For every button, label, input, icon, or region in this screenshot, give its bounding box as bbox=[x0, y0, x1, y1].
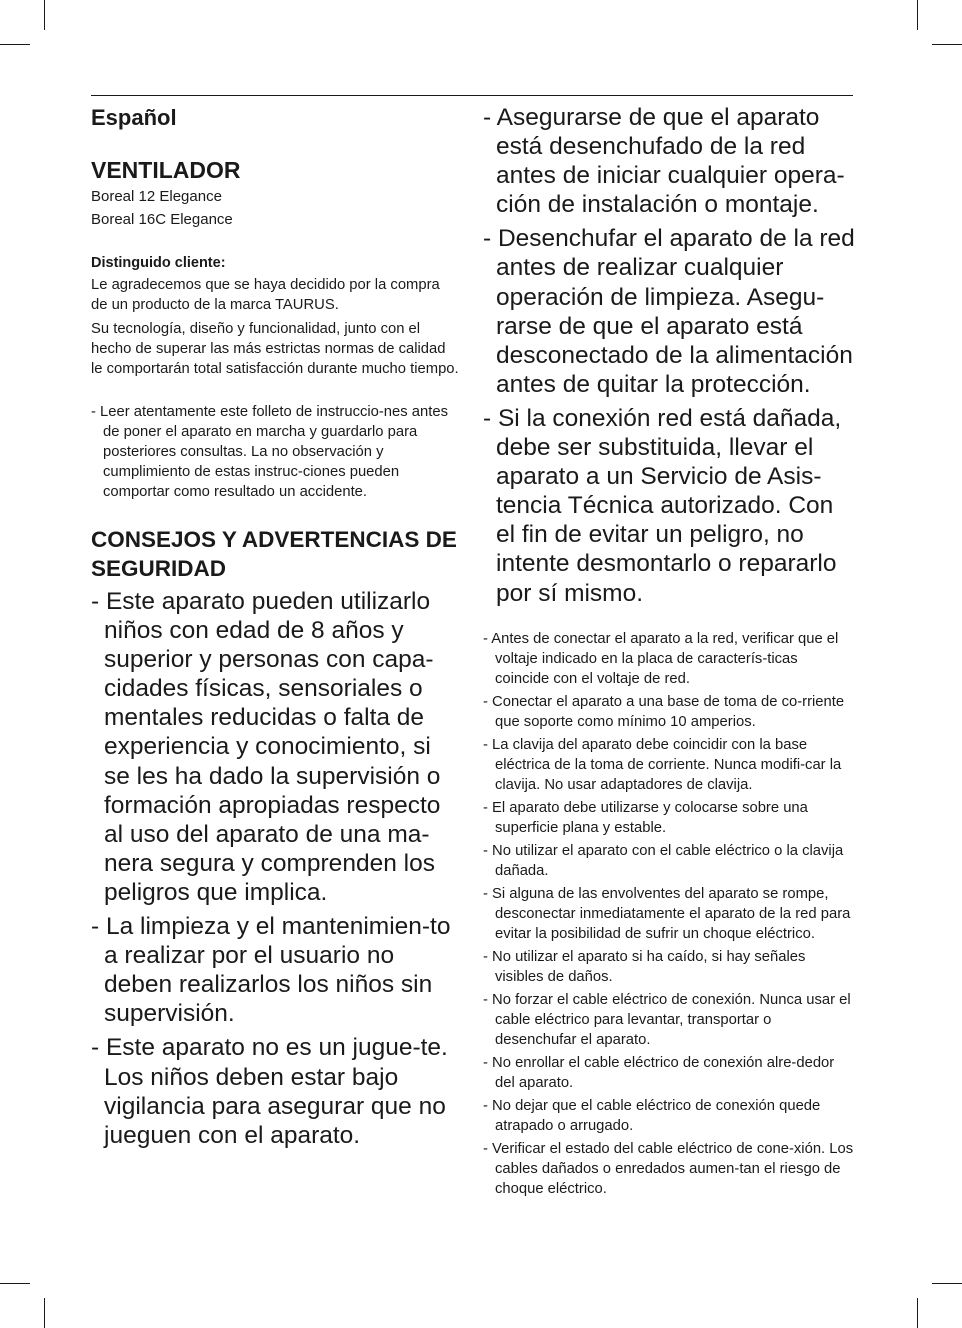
right-column bbox=[483, 103, 855, 1202]
crop-mark-bottom-right-horizontal bbox=[932, 1283, 962, 1284]
product-title: VENTILADOR bbox=[91, 157, 241, 183]
safety-small-list bbox=[483, 629, 855, 1199]
safety-small-item: - No utilizar el aparato si ha caído, si hay señales visibles de daños. bbox=[483, 948, 806, 985]
intro-notes bbox=[91, 402, 459, 502]
safety-small-item: - No forzar el cable eléctrico de conexión. Nunca usar el cable eléctrico para levantar, transportar o desenchufar el aparato. bbox=[483, 991, 851, 1048]
language-heading: Español bbox=[91, 105, 177, 130]
safety-small-item: - El aparato debe utilizarse y colocarse sobre una superficie plana y estable. bbox=[483, 799, 808, 836]
greeting: Distinguido cliente: bbox=[91, 255, 226, 271]
safety-small-item: - No utilizar el aparato con el cable eléctrico o la clavija dañada. bbox=[483, 842, 844, 879]
model-name: Boreal 16C Elegance bbox=[91, 211, 233, 228]
safety-small-item: - Si alguna de las envolventes del aparato se rompe, desconectar inmediatamente el aparato de la red para evitar la posibilidad de sufrir un choque eléctrico. bbox=[483, 885, 851, 942]
safety-big-item: - Desenchufar el aparato de la red antes de realizar cualquier operación de limpieza. Asegu-rarse de que el aparato está desconectado de la alimentación antes de quitar la protección. bbox=[483, 225, 855, 398]
left-column bbox=[91, 103, 459, 1155]
safety-big-item: - Asegurarse de que el aparato está desenchufado de la red antes de iniciar cualquier opera-ción de instalación o montaje. bbox=[483, 104, 845, 219]
safety-small-item: - Antes de conectar el aparato a la red, verificar que el voltaje indicado en la placa de caracterís-ticas coincide con el voltaje de red. bbox=[483, 630, 839, 687]
safety-small-item: - No dejar que el cable eléctrico de conexión quede atrapado o arrugado. bbox=[483, 1097, 821, 1134]
safety-big-item: - Este aparato no es un jugue-te. Los niños deben estar bajo vigilancia para asegurar que no jueguen con el aparato. bbox=[91, 1034, 448, 1149]
safety-big-item: - La limpieza y el mantenimien-to a realizar por el usuario no deben realizarlos los niños sin supervisión. bbox=[91, 913, 451, 1028]
crop-mark-top-right-vertical bbox=[917, 0, 918, 30]
crop-mark-top-left-horizontal bbox=[0, 44, 30, 45]
crop-mark-top-left-vertical bbox=[44, 0, 45, 30]
intro-paragraph: Su tecnología, diseño y funcionalidad, junto con el hecho de superar las más estrictas normas de calidad le comportarán total satisfacción durante mucho tiempo. bbox=[91, 321, 459, 377]
crop-mark-bottom-left-vertical bbox=[44, 1298, 45, 1328]
safety-big-item: - Si la conexión red está dañada, debe ser substituida, llevar el aparato a un Servicio de Asis-tencia Técnica autorizado. Con el fin de evitar un peligro, no intente desmontarlo o repararlo por sí mismo. bbox=[483, 404, 842, 607]
safety-big-list-right bbox=[483, 103, 855, 608]
safety-small-item: - Verificar el estado del cable eléctrico de cone-xión. Los cables dañados o enredados aumen-tan el riesgo de choque eléctrico. bbox=[483, 1140, 854, 1197]
safety-small-item: - La clavija del aparato debe coincidir con la base eléctrica de la toma de corriente. Nunca modifi-car la clavija. No usar adaptadores de clavija. bbox=[483, 736, 842, 793]
intro-note-item: - Leer atentamente este folleto de instruccio-nes antes de poner el aparato en marcha y guardarlo para posteriores consultas. La no observación y cumplimiento de estas instruc-ciones pueden comportar como resultado un accidente. bbox=[91, 404, 448, 500]
header-rule bbox=[91, 95, 853, 96]
safety-small-item: - No enrollar el cable eléctrico de conexión alre-dedor del aparato. bbox=[483, 1054, 835, 1091]
crop-mark-top-right-horizontal bbox=[932, 44, 962, 45]
crop-mark-bottom-left-horizontal bbox=[0, 1283, 30, 1284]
safety-small-item: - Conectar el aparato a una base de toma de co-rriente que soporte como mínimo 10 amperios. bbox=[483, 693, 845, 730]
safety-big-item: - Este aparato pueden utilizarlo niños con edad de 8 años y superior y personas con capa-cidades físicas, sensoriales o mentales reducidas o falta de experiencia y conocimiento, si se les ha dado la supervisión o formación apropiadas respecto al uso del aparato de una ma-nera segura y comprenden los peligros que implica. bbox=[91, 588, 441, 906]
intro-paragraph: Le agradecemos que se haya decidido por la compra de un producto de la marca TAURUS. bbox=[91, 277, 440, 313]
model-name: Boreal 12 Elegance bbox=[91, 188, 222, 205]
safety-heading: CONSEJOS Y ADVERTENCIAS DE SEGURIDAD bbox=[91, 527, 457, 581]
crop-mark-bottom-right-vertical bbox=[917, 1298, 918, 1328]
safety-big-list-left bbox=[91, 587, 459, 1150]
